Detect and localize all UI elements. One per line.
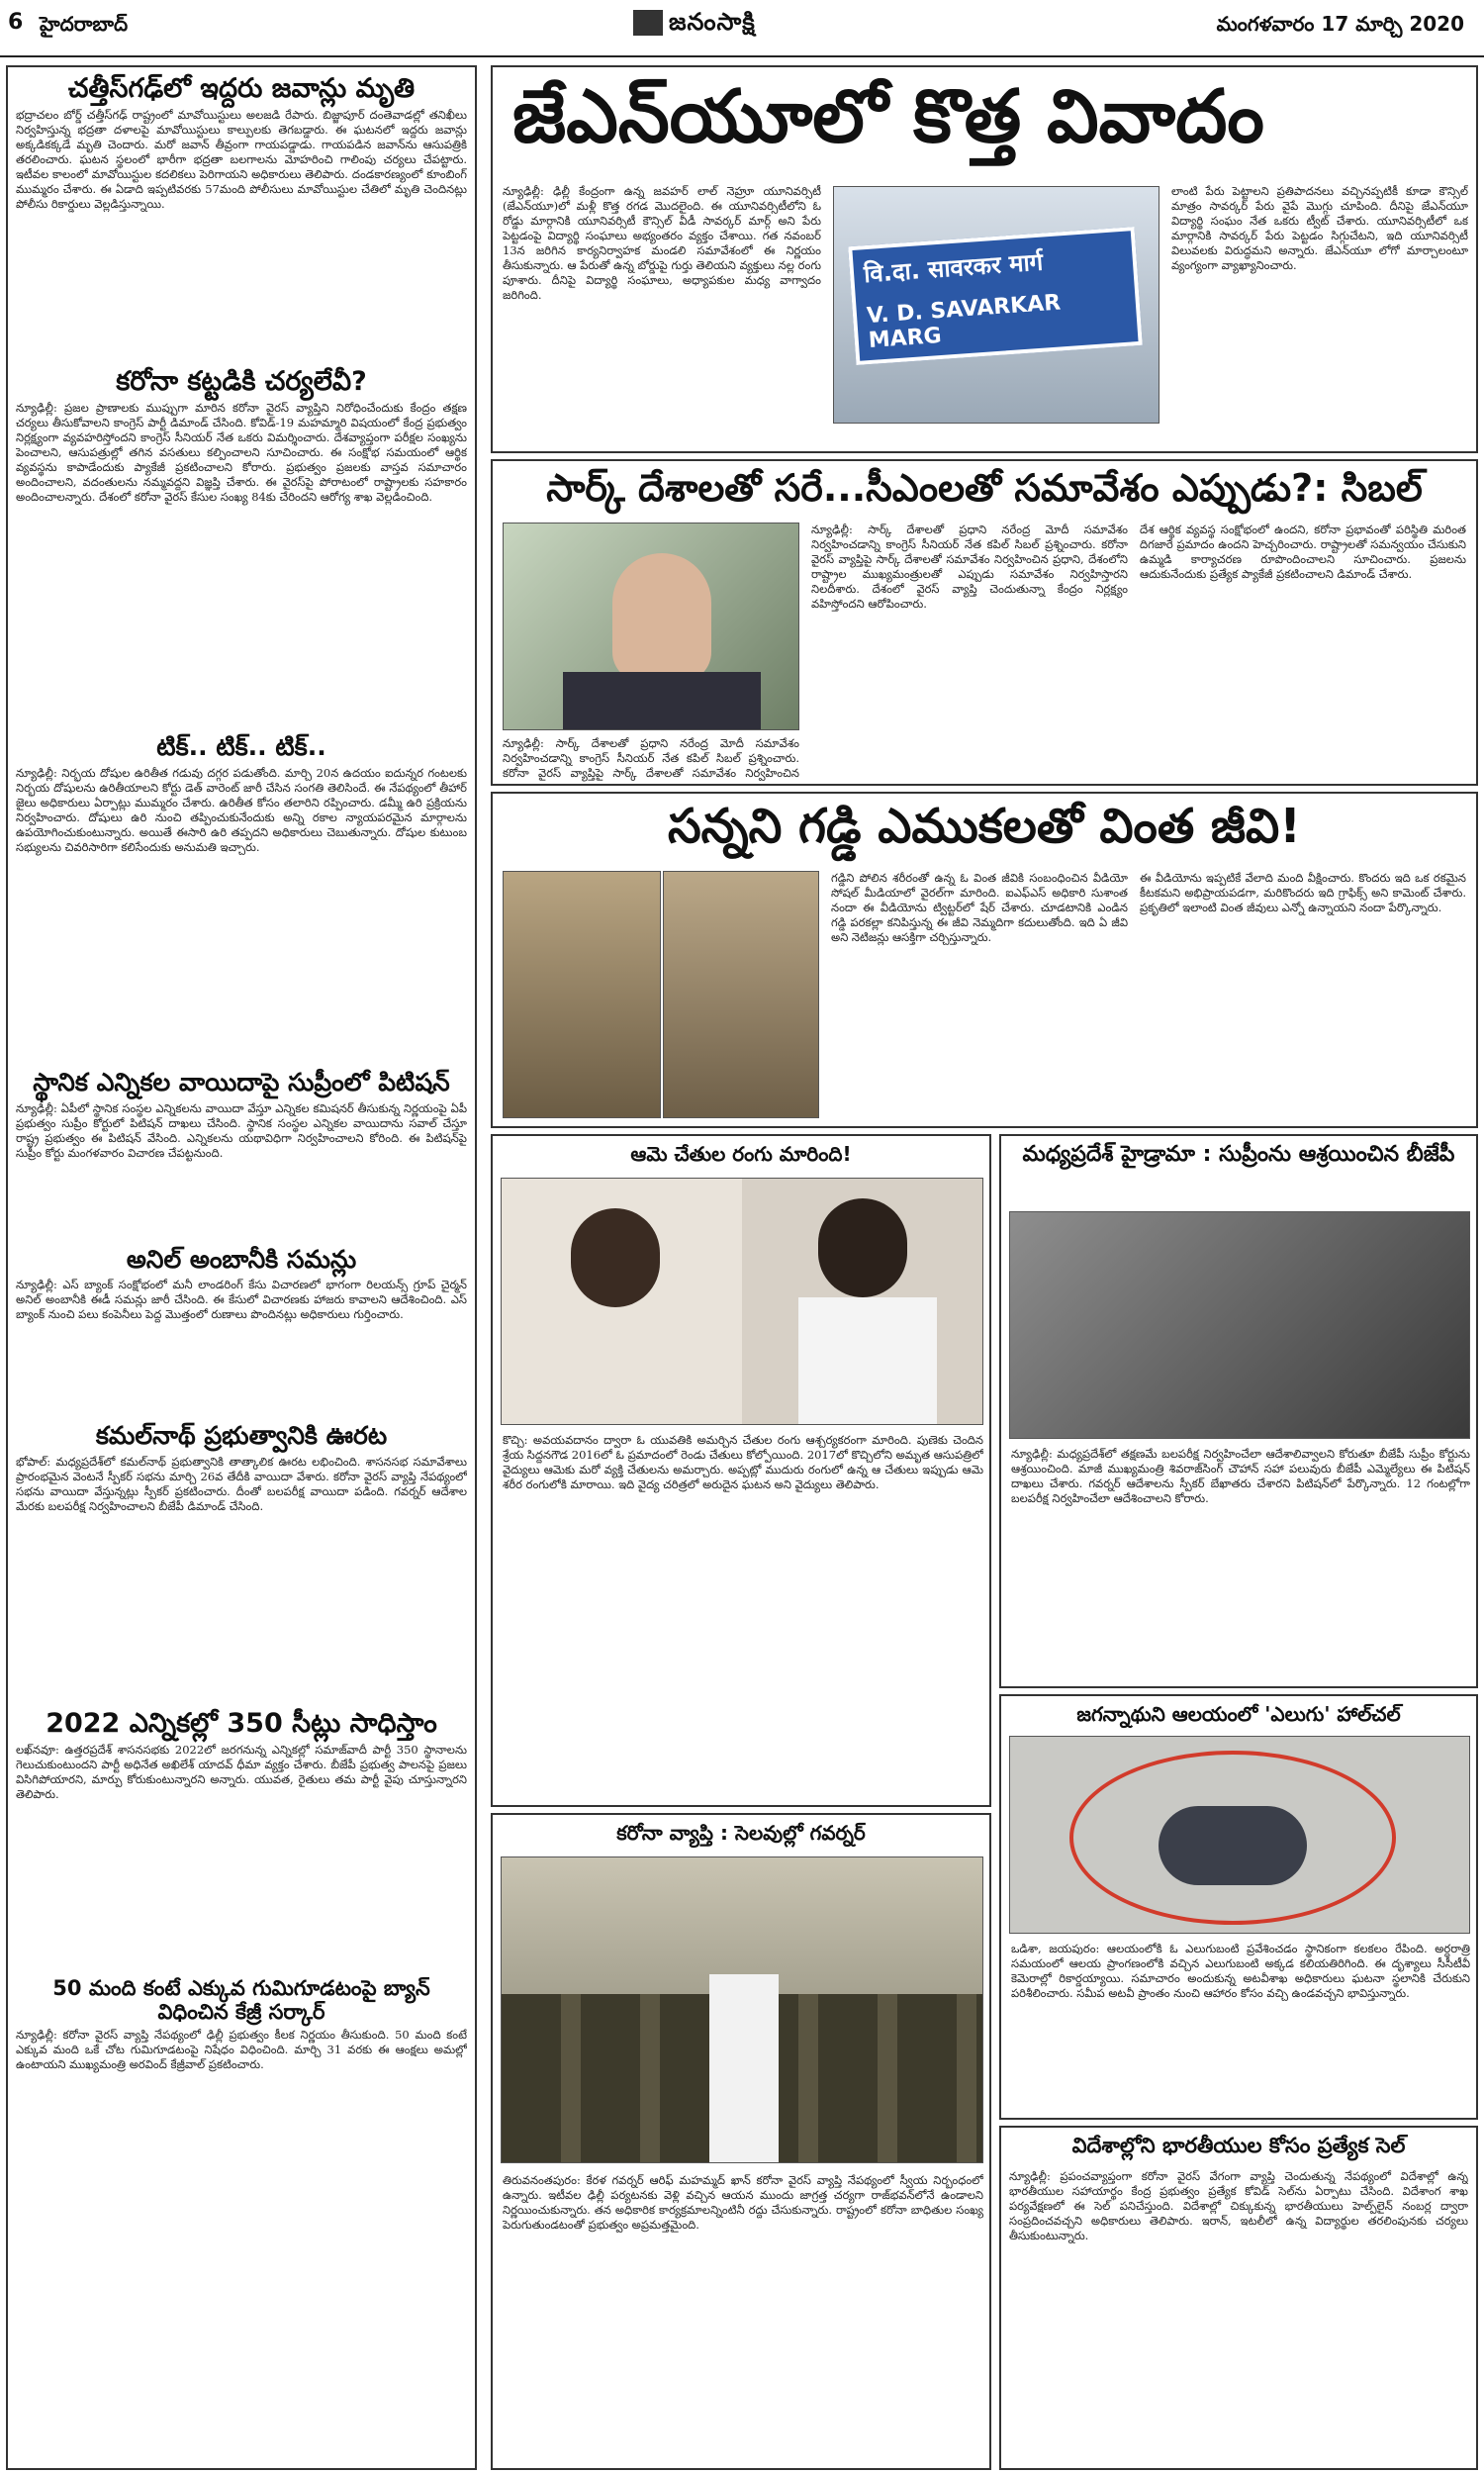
article-body: గడ్డిని పోలిన శరీరంతో ఉన్న ఓ వింత జీవికి సంబంధించిన వీడియో సోషల్‌ మీడియాలో వైరల్‌గా మారింది. ఐఎఫ్‌ఎస్‌ అధికారి సుశాంత నందా ఈ వీడియోను ట్విట్టర్‌లో షేర్‌ చేశారు. చూడటానికి ఎండిన గడ్డి పరకల్లా కనిపిస్తున్న ఈ జీవి నెమ్మదిగా కదులుతోంది. ఇది ఏ జీవి అని నెటిజన్లు ఆసక్తిగా చర్చిస్తున్నారు.: [831, 871, 1128, 944]
sign-english-text: V. D. SAVARKAR MARG: [866, 290, 1062, 354]
article-heading: చత్తీస్‌గఢ్‌లో ఇద్దరు జవాన్లు మృతి: [67, 73, 416, 104]
masthead: [0, 0, 1484, 57]
street-sign-photo: [833, 186, 1159, 424]
creature-photo-1: [503, 871, 661, 1118]
logo-icon: [633, 10, 663, 36]
article-body: న్యూఢిల్లీ: సార్క్‌ దేశాలతో ప్రధాని నరేంద్ర మోదీ సమావేశం నిర్వహించడాన్ని కాంగ్రెస్‌ సీనియర్‌ నేత కపిల్‌ సిబల్‌ ప్రశ్నించారు. కరోనా వైరస్‌ వ్యాప్తిపై సార్క్‌ దేశాలతో సమావేశం నిర్వహించిన ప్రధాని, దేశంలోని రాష్ట్రాల ముఖ్యమంత్రులతో ఎప్పుడు సమావేశం నిర్వహిస్తారని నిలదీశారు. దేశంలో వైరస్‌ వ్యాప్తి చెందుతున్నా కేంద్రం నిర్లక్ష్యం వహిస్తోందని ఆరోపించారు.: [811, 523, 1128, 611]
sign-hindi-text: वि.दा. सावरकर मार्ग: [863, 247, 1045, 289]
portrait-shape: [563, 672, 761, 730]
indians-abroad-story: [999, 2126, 1478, 2470]
hands-story: [491, 1134, 991, 1807]
kapil-sibal-photo: [503, 523, 799, 730]
article-body: న్యూఢిల్లీ: ప్రపంచవ్యాప్తంగా కరోనా వైరస్‌ వేగంగా వ్యాప్తి చెందుతున్న నేపథ్యంలో విదేశాల్లో ఉన్న భారతీయుల సహాయార్థం కేంద్ర ప్రభుత్వం ప్రత్యేక కోవిడ్‌ సెల్‌ను ఏర్పాటు చేసింది. విదేశాంగ శాఖ పర్యవేక్షణలో ఈ సెల్‌ పనిచేస్తుంది. విదేశాల్లో చిక్కుకున్న భారతీయులు హెల్ప్‌లైన్‌ నంబర్ల ద్వారా సంప్రదించవచ్చని అధికారులు తెలిపారు. ఇరాన్‌, ఇటలీలో ఉన్న విద్యార్థుల తరలింపునకు చర్యలు తీసుకుంటున్నారు.: [1009, 2169, 1468, 2242]
article-body: న్యూఢిల్లీ: ఢిల్లీ కేంద్రంగా ఉన్న జవహర్‌ లాల్‌ నెహ్రూ యూనివర్సిటీ (జేఎన్‌యూ)లో మళ్లీ కొత్త రగడ మొదలైంది. ఈ యూనివర్సిటీలోని ఓ రోడ్డు మార్గానికి యూనివర్సిటీ కౌన్సిల్‌ వీడీ సావర్కర్‌ మార్గ్‌ అని పేరు పెట్టడంపై విద్యార్థి సంఘాలు అభ్యంతరం వ్యక్తం చేశాయి. గత నవంబర్‌ 13న జరిగిన కార్యనిర్వాహక మండలి సమావేశంలో ఈ నిర్ణయం తీసుకున్నారు. ఆ పేరుతో ఉన్న బోర్డుపై గుర్తు తెలియని వ్యక్తులు నల్ల రంగు పూశారు. దీనిపై విద్యార్థి సంఘాలు, అధ్యాపకుల మధ్య వాగ్వాదం జరిగింది.: [503, 184, 821, 302]
paper-logo: జనంసాక్షి: [633, 8, 756, 42]
page-number: 6: [8, 10, 24, 35]
article-heading: 50 మంది కంటే ఎక్కువ గుమిగూడటంపై బ్యాన్‌ విధించిన కేజ్రీ సర్కార్‌: [52, 1976, 430, 2025]
issue-date: మంగళవారం 17 మార్చి 2020: [1216, 12, 1464, 36]
article-heading: కమల్‌నాథ్‌ ప్రభుత్వానికి ఊరట: [95, 1421, 388, 1451]
street-sign: [848, 227, 1143, 365]
article-heading: విదేశాల్లోని భారతీయుల కోసం ప్రత్యేక సెల్‌: [1071, 2134, 1406, 2157]
bear-figure: [1159, 1806, 1307, 1885]
article-body: ఈ వీడియోను ఇప్పటికే వేలాది మంది వీక్షించారు. కొందరు ఇది ఒక రకమైన కీటకమని అభిప్రాయపడగా, మరికొందరు ఇది గ్రాఫిక్స్‌ అని కామెంట్‌ చేశారు. ప్రకృతిలో ఇలాంటి వింత జీవులు ఎన్నో ఉన్నాయని నందా పేర్కొన్నారు.: [1140, 871, 1466, 914]
edition-city: హైదరాబాద్: [40, 12, 129, 36]
article-heading: జగన్నాథుని ఆలయంలో 'ఎలుగు' హాల్‌చల్‌: [1076, 1702, 1401, 1726]
article-body: న్యూఢిల్లీ: మధ్యప్రదేశ్‌లో తక్షణమే బలపరీక్ష నిర్వహించేలా ఆదేశాలివ్వాలని కోరుతూ బీజేపీ సుప్రీం కోర్టును ఆశ్రయించింది. మాజీ ముఖ్యమంత్రి శివరాజ్‌సింగ్‌ చౌహాన్‌ సహా పలువురు బీజేపీ ఎమ్మెల్యేలు ఈ పిటిషన్‌ దాఖలు చేశారు. గవర్నర్‌ ఆదేశాలను స్పీకర్‌ బేఖాతరు చేశారని పిటిషన్‌లో పేర్కొన్నారు. 12 గంటల్లోగా బలపరీక్ష నిర్వహించేలా ఆదేశించాలని కోరారు.: [1011, 1447, 1470, 1505]
article-heading: కరోనా వ్యాప్తి : సెలవుల్లో గవర్నర్‌: [616, 1821, 866, 1845]
article-body: న్యూఢిల్లీ: ఎస్‌ బ్యాంక్‌ సంక్షోభంలో మనీ లాండరింగ్‌ కేసు విచారణలో భాగంగా రిలయన్స్‌ గ్రూప్‌ చైర్మన్‌ అనిల్‌ అంబానీకి ఈడీ సమన్లు జారీ చేసింది. ఈ కేసులో విచారణకు హాజరు కావాలని ఆదేశించింది. ఎస్‌ బ్యాంక్‌ నుంచి పలు కంపెనీలు పెద్ద మొత్తంలో రుణాలు పొందినట్లు అధికారులు గుర్తించారు.: [16, 1278, 467, 1322]
portrait-shape: [571, 1208, 660, 1307]
article-body: న్యూఢిల్లీ: ఏపీలో స్థానిక సంస్థల ఎన్నికలను వాయిదా వేస్తూ ఎన్నికల కమిషనర్‌ తీసుకున్న నిర్ణయంపై ఏపీ ప్రభుత్వం సుప్రీం కోర్టులో పిటిషన్‌ దాఖలు చేసింది. స్థానిక సంస్థల ఎన్నికల వాయిదాను సవాల్‌ చేస్తూ రాష్ట్ర ప్రభుత్వం ఈ పిటిషన్‌ వేసింది. ఎన్నికలను యథావిధిగా నిర్వహించాలని కోరింది. ఈ పిటిషన్‌పై సుప్రీం కోర్టు మంగళవారం విచారణ చేపట్టనుంది.: [16, 1100, 467, 1160]
article-body: న్యూఢిల్లీ: కరోనా వైరస్‌ వ్యాప్తి నేపథ్యంలో ఢిల్లీ ప్రభుత్వం కీలక నిర్ణయం తీసుకుంది. 50 మంది కంటే ఎక్కువ మంది ఒకే చోట గుమిగూడటంపై నిషేధం విధించింది. మార్చి 31 వరకు ఈ ఆంక్షలు అమల్లో ఉంటాయని ముఖ్యమంత్రి అరవింద్‌ కేజ్రీవాల్‌ ప్రకటించారు.: [16, 2028, 467, 2072]
article-body: భద్రాచలం బోర్డ్‌ చత్తీస్‌గఢ్‌ రాష్ట్రంలో మావోయిస్టులు అలజడి రేపారు. బిజ్జాపూర్‌ దంతెవాడల్లో తనిఖీలు నిర్వహిస్తున్న భద్రతా దళాలపై మావోయిస్టులు కాల్పులకు తెగబడ్డారు. ఈ ఘటనలో ఇద్దరు జవాన్లు అక్కడికక్కడే మృతి చెందారు. మరో జవాన్‌ తీవ్రంగా గాయపడ్డాడు. గాయపడిన జవాన్‌ను ఆసుపత్రికి తరలించారు. ఘటన స్థలంలో భారీగా భద్రతా బలగాలను మోహరించి గాలింపు చర్యలు చేపట్టారు. ఇటీవల కాలంలో మావోయిస్టుల కదలికలు పెరిగాయని అధికారులు తెలిపారు. దండకారణ్యంలో కూంబింగ్‌ ముమ్మరం చేశారు. ఈ ఏడాది ఇప్పటివరకు 57మంది పోలీసులు మావోయిస్టుల చేతిలో మృతి చెందినట్లు పోలీసు రికార్డులు వెల్లడిస్తున్నాయి.: [16, 108, 467, 212]
article-body: న్యూఢిల్లీ: సార్క్‌ దేశాలతో ప్రధాని నరేంద్ర మోదీ సమావేశం నిర్వహించడాన్ని కాంగ్రెస్‌ సీనియర్‌ నేత కపిల్‌ సిబల్‌ ప్రశ్నించారు. కరోనా వైరస్‌ వ్యాప్తిపై సార్క్‌ దేశాలతో సమావేశం నిర్వహించిన: [503, 736, 799, 780]
article-body: ఒడిశా, జయపురం: ఆలయంలోకి ఓ ఎలుగుబంటి ప్రవేశించడం స్థానికంగా కలకలం రేపింది. అర్ధరాత్రి సమయంలో ఆలయ ప్రాంగణంలోకి వచ్చిన ఎలుగుబంటి అక్కడ కలియతిరిగింది. ఈ దృశ్యాలు సీసీటీవీ కెమెరాల్లో రికార్డయ్యాయి. సమాచారం అందుకున్న అటవీశాఖ అధికారులు ఘటనా స్థలానికి చేరుకుని పరిశీలించారు. సమీప అటవీ ప్రాంతం నుంచి ఆహారం కోసం వచ్చి ఉండవచ్చని భావిస్తున్నారు.: [1011, 1942, 1470, 2000]
article-body: తిరువనంతపురం: కేరళ గవర్నర్‌ ఆరిఫ్‌ మహమ్మద్‌ ఖాన్‌ కరోనా వైరస్‌ వ్యాప్తి నేపథ్యంలో స్వీయ నిర్బంధంలో ఉన్నారు. ఇటీవల ఢిల్లీ పర్యటనకు వెళ్లి వచ్చిన ఆయన ముందు జాగ్రత్త చర్యగా రాజ్‌భవన్‌లోనే ఉండాలని నిర్ణయించుకున్నారు. తన అధికారిక కార్యక్రమాలన్నింటినీ రద్దు చేసుకున్నారు. రాష్ట్రంలో కరోనా బాధితుల సంఖ్య పెరుగుతుండటంతో ప్రభుత్వం అప్రమత్తమైంది.: [503, 2173, 983, 2232]
article-heading: అనిల్‌ అంబానీకి సమన్లు: [126, 1244, 357, 1274]
article-body: న్యూఢిల్లీ: ప్రజల ప్రాణాలకు ముప్పుగా మారిన కరోనా వైరస్‌ వ్యాప్తిని నిరోధించేందుకు కేంద్రం తక్షణ చర్యలు తీసుకోవాలని కాంగ్రెస్‌ పార్టీ డిమాండ్‌ చేసింది. కోవిడ్‌-19 మహమ్మారి విషయంలో కేంద్ర ప్రభుత్వం నిర్లక్ష్యంగా వ్యవహరిస్తోందని కాంగ్రెస్‌ సీనియర్‌ నేత ఒకరు విమర్శించారు. దేశవ్యాప్తంగా పరీక్షల సంఖ్యను పెంచాలని, ఆసుపత్రుల్లో తగిన వసతులు కల్పించాలని సూచించారు. ఈ సంక్షోభ సమయంలో ఆర్థిక వ్యవస్థను కాపాడేందుకు ప్యాకేజీ ప్రకటించాలని కోరారు. ప్రభుత్వం ప్రజలకు వాస్తవ సమాచారం అందించాలని, వదంతులను నమ్మవద్దని విజ్ఞప్తి చేశారు. ఈ వైరస్‌పై పోరాటంలో రాష్ట్రాలకు సహకారం అందించాలన్నారు. దేశంలో కరోనా వైరస్‌ కేసుల సంఖ్య 84కు చేరిందని ఆరోగ్య శాఖ వెల్లడించింది.: [16, 401, 467, 505]
lead-headline: జేఎన్‌యూలో కొత్త వివాదం: [512, 74, 1264, 159]
portrait-shape: [818, 1198, 907, 1297]
article-heading: సన్నని గడ్డి ఎముకలతో వింత జీవి!: [667, 799, 1302, 854]
sibal-story: [491, 459, 1478, 786]
hands-photo: [501, 1178, 983, 1425]
article-body: లఖ్‌నవూ: ఉత్తరప్రదేశ్‌ శాసనసభకు 2022లో జరగనున్న ఎన్నికల్లో సమాజ్‌వాదీ పార్టీ 350 స్థానాలను గెలుచుకుంటుందని పార్టీ అధినేత అఖిలేశ్‌ యాదవ్‌ ధీమా వ్యక్తం చేశారు. బీజేపీ ప్రభుత్వ పాలనపై ప్రజలు విసిగిపోయారని, మార్పు కోరుకుంటున్నారని అన్నారు. యువత, రైతులు తమ పార్టీ వైపు చూస్తున్నారని తెలిపారు.: [16, 1743, 467, 1802]
article-heading: స్థానిక ఎన్నికల వాయిదాపై సుప్రీంలో పిటిషన్‌: [33, 1067, 450, 1096]
portrait-shape: [612, 553, 711, 682]
portrait-shape: [798, 1297, 937, 1425]
mp-leaders-photo: [1009, 1211, 1470, 1439]
bear-story: [999, 1694, 1478, 2120]
lead-story: [491, 65, 1478, 453]
article-body: లాంటి పేరు పెట్టాలని ప్రతిపాదనలు వచ్చినప్పటికీ కూడా కౌన్సిల్‌ మాత్రం సావర్కర్‌ పేరు వైపే మొగ్గు చూపింది. దీనిపై జేఎన్‌యూ విద్యార్థి సంఘం నేత ఒకరు ట్వీట్‌ చేశారు. యూనివర్సిటీలో ఒక మార్గానికి సావర్కర్‌ పేరు పెట్టడం సిగ్గుచేటని, ఇది యూనివర్సిటీ విలువలకు విరుద్ధమని అన్నారు. జేఎన్‌యూ లోగో మార్చాలంటూ వ్యంగ్యంగా వ్యాఖ్యానించారు.: [1171, 184, 1468, 272]
governor-story: [491, 1813, 991, 2470]
article-heading: 2022 ఎన్నికల్లో 350 సీట్లు సాధిస్తాం: [46, 1708, 437, 1740]
creature-story: [491, 792, 1478, 1128]
article-body: కొచ్చి: అవయవదానం ద్వారా ఓ యువతికి అమర్చిన చేతుల రంగు ఆశ్చర్యకరంగా మారింది. పుణెకు చెందిన శ్రేయ సిద్దనగౌడ 2016లో ఓ ప్రమాదంలో రెండు చేతులు కోల్పోయింది. 2017లో కొచ్చిలోని అమృత ఆసుపత్రిలో వైద్యులు ఆమెకు మరో వ్యక్తి చేతులను అమర్చారు. అప్పట్లో ముదురు రంగులో ఉన్న ఆ చేతులు ఇప్పుడు ఆమె శరీర రంగులోకి మారాయి. ఇది వైద్య చరిత్రలో అరుదైన ఘటన అని వైద్యులు తెలిపారు.: [503, 1433, 983, 1491]
article-body: భోపాల్‌: మధ్యప్రదేశ్‌లో కమల్‌నాథ్‌ ప్రభుత్వానికి తాత్కాలిక ఊరట లభించింది. శాసనసభ సమావేశాలు ప్రారంభమైన వెంటనే స్పీకర్‌ సభను మార్చి 26వ తేదీకి వాయిదా వేశారు. కరోనా వైరస్‌ వ్యాప్తి నేపథ్యంలో సభను వాయిదా వేస్తున్నట్లు స్పీకర్‌ ప్రకటించారు. దీంతో బలపరీక్ష వాయిదా పడింది. గవర్నర్‌ ఆదేశాల మేరకు బలపరీక్ష నిర్వహించాలని బీజేపీ డిమాండ్‌ చేసింది.: [16, 1455, 467, 1514]
governor-photo: [501, 1856, 983, 2163]
mp-story: [999, 1134, 1478, 1688]
creature-photo-2: [663, 871, 819, 1118]
left-column: [6, 65, 477, 2470]
article-heading: టిక్‌.. టిక్‌.. టిక్‌..: [156, 732, 326, 762]
article-heading: కరోనా కట్టడికి చర్యలేవీ?: [116, 366, 367, 398]
governor-figure: [709, 1974, 779, 2162]
article-heading: మధ్యప్రదేశ్‌ హైడ్రామా : సుప్రీంను ఆశ్రయించిన బీజేపీ: [1022, 1142, 1455, 1167]
bear-cctv-photo: [1009, 1736, 1470, 1934]
article-body: దేశ ఆర్థిక వ్యవస్థ సంక్షోభంలో ఉందని, కరోనా ప్రభావంతో పరిస్థితి మరింత దిగజారే ప్రమాదం ఉందని హెచ్చరించారు. రాష్ట్రాలతో సమన్వయం చేసుకుని ఉమ్మడి కార్యాచరణ రూపొందించాలని సూచించారు. ప్రజలను ఆదుకునేందుకు ప్రత్యేక ప్యాకేజీ ప్రకటించాలని డిమాండ్‌ చేశారు.: [1140, 523, 1466, 581]
article-body: న్యూఢిల్లీ: నిర్భయ దోషుల ఉరితీత గడువు దగ్గర పడుతోంది. మార్చి 20న ఉదయం ఐదున్నర గంటలకు నిర్భయ దోషులను ఉరితీయాలని కోర్టు డెత్‌ వారెంట్‌ జారీ చేసిన సంగతి తెలిసిందే. ఈ నేపథ్యంలో తీహార్‌ జైలు అధికారులు ఏర్పాట్లు ముమ్మరం చేశారు. ఉరితీత కోసం తలారిని రప్పించారు. డమ్మీ ఉరి ప్రక్రియను నిర్వహించారు. దోషులు ఉరి నుంచి తప్పించుకునేందుకు అన్ని రకాల న్యాయపరమైన మార్గాలను ఉపయోగించుకుంటున్నారు. అయితే ఈసారి ఉరి తప్పదని అధికారులు చెబుతున్నారు. దోషుల కుటుంబ సభ్యులను చివరిసారిగా కలిసేందుకు అనుమతి ఇచ్చారు.: [16, 765, 467, 854]
article-heading: ఆమె చేతుల రంగు మారింది!: [630, 1142, 852, 1166]
article-heading: సార్క్‌ దేశాలతో సరే...సీఎంలతో సమావేశం ఎప్పుడు?: సిబల్‌: [546, 466, 1423, 510]
